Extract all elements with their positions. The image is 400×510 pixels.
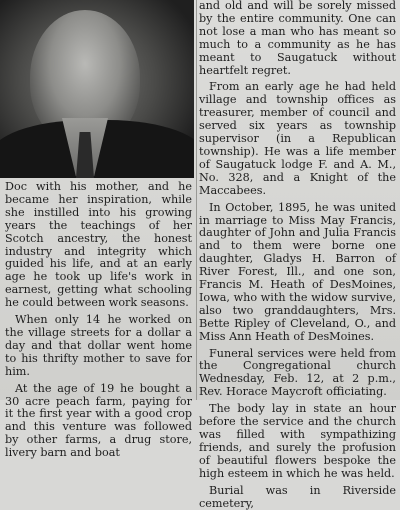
left-paragraph-1: Doc with his mother, and he became her inspiration, while she instilled into his growing years the teachings of her Scotch ancestry, the honest industry and integrity which guided his life, and at an early age he took up life's work in earnest, getting what schooling he could between work seasons. — [5, 180, 192, 310]
right-paragraph-2: From an early age he had held village and township offices as treasurer, member of council and served six years as township supervisor (in a Republican township). He was a life member of Saugatuck lodge F. and A. M., No. 328, and a Knight of the Maccabees. — [199, 80, 396, 197]
left-paragraph-2: When only 14 he worked on the village streets for a dollar a day and that dollar went home to his thrifty mother to save for him. — [5, 313, 192, 378]
column-divider — [196, 0, 197, 400]
right-paragraph-6: Burial was in Riverside cemetery, — [199, 483, 396, 510]
left-paragraph-3: At the age of 19 he bought a 30 acre peach farm, paying for it the first year with a good crop and this venture was followed by other farms, a drug store, livery barn and boat — [5, 381, 192, 460]
left-column — [5, 181, 192, 460]
right-paragraph-4: Funeral services were held from the Congregational church Wednesday, Feb. 12, at 2 p.m., Rev. Horace Maycroft officiating. — [199, 346, 396, 399]
right-paragraph-3: In October, 1895, he was united in marriage to Miss May Francis, daughter of John and Julia Francis and to them were borne one daughter, Gladys H. Barron of River Forest, Ill., and one son, Francis M. Heath of DesMoines, Iowa, who with the widow survive, also two granddaughters, Mrs. Bette Ripley of Cleveland, O., and Miss Ann Heath of DesMoines. — [199, 200, 396, 343]
portrait-photo — [0, 0, 194, 178]
right-paragraph-5: The body lay in state an hour before the service and the church was filled with sympathizing friends, and surely the profusion of beautiful flowers bespoke the high esteem in which he was held. — [199, 402, 396, 480]
right-paragraph-1: and old and will be sorely missed by the entire community. One can not lose a man who has meant so much to a community as he has meant to Saugatuck without heartfelt regret. — [199, 0, 396, 77]
right-column — [199, 0, 396, 510]
